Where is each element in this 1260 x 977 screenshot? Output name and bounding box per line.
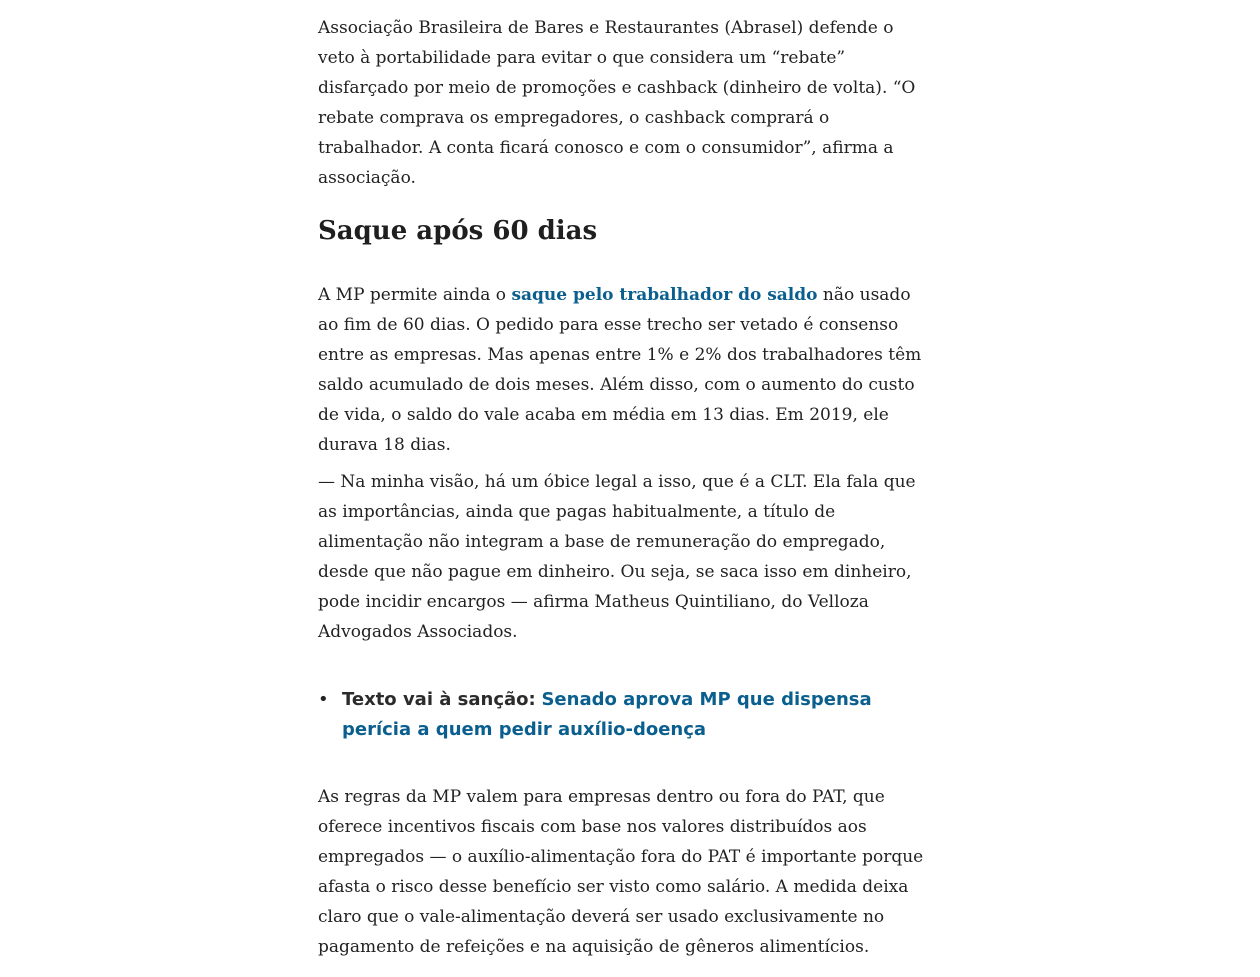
- article-paragraph: [318, 280, 930, 460]
- related-link-item: [318, 685, 918, 745]
- paragraph-text: A MP permite ainda o: [318, 285, 512, 305]
- related-link[interactable]: Senado aprova MP que dispensa perícia a quem pedir auxílio-doença: [342, 689, 872, 740]
- related-kicker: Texto vai à sanção:: [342, 689, 536, 710]
- article-paragraph: As regras da MP valem para empresas dentro ou fora do PAT, que oferece incentivos fiscais com base nos valores distribuídos aos empregados — o auxílio-alimentação fora do PAT é importante porque afasta o risco desse benefício ser visto como salário. A medida deixa claro que o vale-alimentação deverá ser usado exclusivamente no pagamento de refeições e na aquisição de gêneros alimentícios.: [318, 787, 924, 957]
- related-links-list: [318, 685, 918, 745]
- bullet-icon: •: [318, 689, 329, 710]
- article-paragraph: Associação Brasileira de Bares e Restaurantes (Abrasel) defende o veto à portabilidade para evitar o que considera um “rebate” disfarçado por meio de promoções e cashback (dinheiro de volta). “O rebate comprava os empregadores, o cashback comprará o trabalhador. A conta ficará conosco e com o consumidor”, afirma a associação.: [318, 18, 916, 188]
- paragraph-text: não usado ao fim de 60 dias. O pedido para esse trecho ser vetado é consenso entre as empresas. Mas apenas entre 1% e 2% dos trabalhadores têm saldo acumulado de dois meses. Além disso, com o aumento do custo de vida, o saldo do vale acaba em média em 13 dias. Em 2019, ele durava 18 dias.: [318, 285, 922, 455]
- section-heading: Saque após 60 dias: [318, 216, 598, 246]
- related-link-text: [342, 685, 918, 745]
- article-paragraph-quote: — Na minha visão, há um óbice legal a isso, que é a CLT. Ela fala que as importâncias, ainda que pagas habitualmente, a título de alimentação não integram a base de remuneração do empregado, desde que não pague em dinheiro. Ou seja, se saca isso em dinheiro, pode incidir encargos — afirma Matheus Quintiliano, do Velloza Advogados Associados.: [318, 472, 916, 642]
- inline-link-saque[interactable]: saque pelo trabalhador do saldo: [511, 285, 818, 305]
